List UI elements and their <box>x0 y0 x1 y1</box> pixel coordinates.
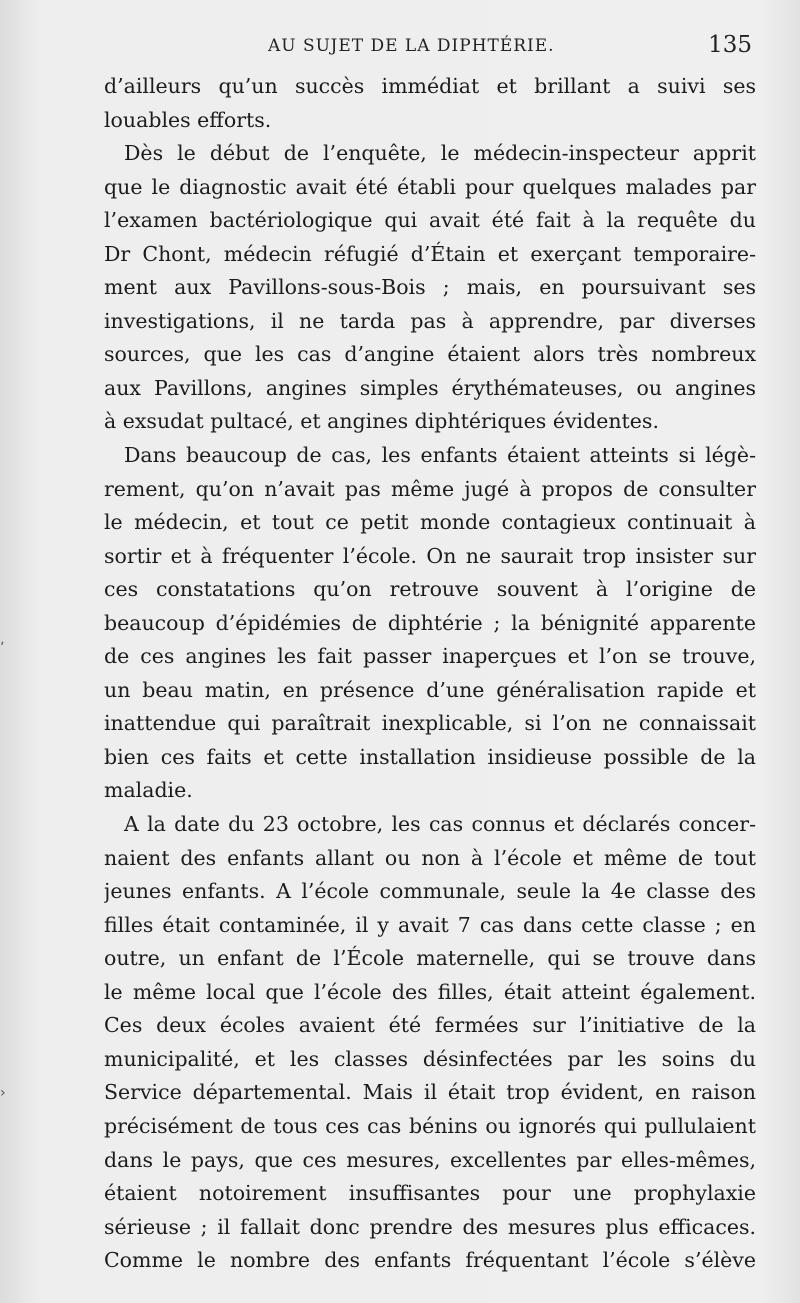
text-line: ces constatations qu’on retrouve souvent à l’origine de <box>104 577 756 602</box>
text-line: d’ailleurs qu’un succès immédiat et brillant a suivi ses <box>104 74 756 98</box>
text-line: investigations, il ne tarda pas à apprendre, par diverses <box>104 308 756 333</box>
text-line: à exsudat pultacé, et angines diphtériques évidentes. <box>104 409 659 434</box>
text-line: ment aux Pavillons-sous-Bois ; mais, en poursuivant ses <box>104 275 756 300</box>
text-line: maladie. <box>104 778 193 803</box>
text-line: naient des enfants allant ou non à l’école et même de tout <box>104 845 756 870</box>
text-line: Dr Chont, médecin réfugié d’Étain et exerçant temporaire- <box>104 241 756 266</box>
paragraph-1 <box>104 70 756 137</box>
text-line: rement, qu’on n’avait pas même jugé à propos de consulter <box>104 476 756 501</box>
text-line: étaient notoirement insuffisantes pour une prophylaxie <box>104 1181 756 1206</box>
text-line: Service départemental. Mais il était trop évident, en raison <box>104 1080 756 1105</box>
margin-tick-mark: ʼ <box>0 640 5 656</box>
text-line: le médecin, et tout ce petit monde contagieux continuait à <box>104 510 756 535</box>
text-line: l’examen bactériologique qui avait été fait à la requête du <box>104 208 756 233</box>
text-line: le même local que l’école des filles, était atteint également. <box>104 979 756 1004</box>
text-line: A la date du 23 octobre, les cas connus et déclarés concer- <box>124 812 756 837</box>
text-line: Dans beaucoup de cas, les enfants étaient atteints si légè- <box>124 443 756 468</box>
margin-arrow-mark: › <box>0 1085 6 1101</box>
text-line: sources, que les cas d’angine étaient alors très nombreux <box>104 342 756 367</box>
text-line: sortir et à fréquenter l’école. On ne saurait trop insister sur <box>104 543 756 568</box>
text-line: filles était contaminée, il y avait 7 cas dans cette classe ; en <box>104 912 756 937</box>
text-line: Dès le début de l’enquête, le médecin-inspecteur apprit <box>124 141 756 166</box>
paragraph-3 <box>104 439 756 808</box>
running-title: AU SUJET DE LA DIPHTÉRIE. <box>268 36 555 56</box>
paragraph-4 <box>104 808 756 1278</box>
page-number: 135 <box>708 32 752 58</box>
text-line: bien ces faits et cette installation insidieuse possible de la <box>104 744 756 769</box>
text-line: jeunes enfants. A l’école communale, seule la 4e classe des <box>104 879 756 904</box>
text-line: aux Pavillons, angines simples érythémateuses, ou angines <box>104 375 756 400</box>
text-line: municipalité, et les classes désinfectées par les soins du <box>104 1046 756 1071</box>
text-line: de ces angines les fait passer inaperçues et l’on se trouve, <box>104 644 756 669</box>
body-text <box>104 70 756 1278</box>
text-line: inattendue qui paraîtrait inexplicable, si l’on ne connaissait <box>104 711 756 736</box>
page-header <box>0 34 800 64</box>
text-line: dans le pays, que ces mesures, excellentes par elles-mêmes, <box>104 1147 756 1172</box>
text-line: outre, un enfant de l’École maternelle, qui se trouve dans <box>104 946 756 971</box>
text-line: beaucoup d’épidémies de diphtérie ; la bénignité apparente <box>104 610 756 635</box>
text-line: Comme le nombre des enfants fréquentant l’école s’élève <box>104 1248 756 1273</box>
text-line: que le diagnostic avait été établi pour quelques malades par <box>104 174 756 199</box>
text-line: sérieuse ; il fallait donc prendre des mesures plus efficaces. <box>104 1214 756 1239</box>
text-line: précisément de tous ces cas bénins ou ignorés qui pullulaient <box>104 1113 756 1138</box>
text-line: Ces deux écoles avaient été fermées sur l’initiative de la <box>104 1013 756 1038</box>
text-line: louables efforts. <box>104 107 272 132</box>
text-line: un beau matin, en présence d’une généralisation rapide et <box>104 677 756 702</box>
paragraph-2 <box>104 137 756 439</box>
